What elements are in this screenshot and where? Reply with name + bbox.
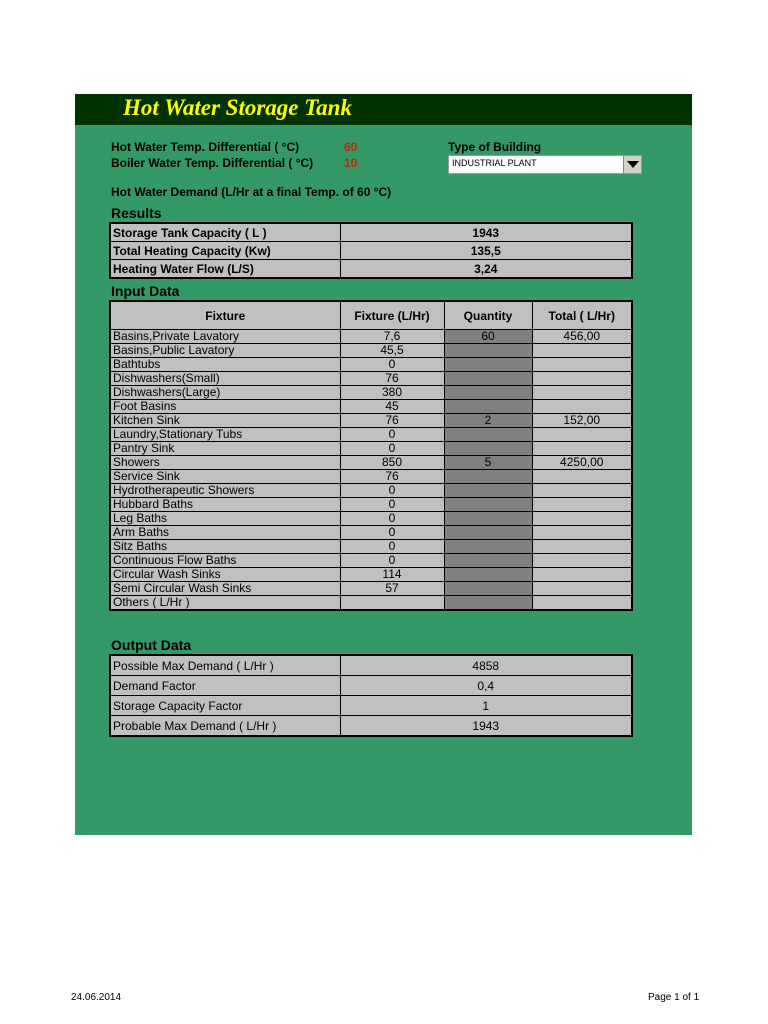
fixture-name: Basins,Public Lavatory xyxy=(110,344,340,358)
table-row xyxy=(110,484,632,498)
input-data-table xyxy=(109,300,633,611)
fixture-rate: 380 xyxy=(340,386,444,400)
input-data-heading: Input Data xyxy=(111,283,180,299)
fixture-rate: 0 xyxy=(340,358,444,372)
table-row xyxy=(110,582,632,596)
fixture-name: Continuous Flow Baths xyxy=(110,554,340,568)
table-row xyxy=(110,676,632,696)
table-row xyxy=(110,540,632,554)
fixture-name: Sitz Baths xyxy=(110,540,340,554)
fixture-rate: 850 xyxy=(340,456,444,470)
building-type-value: INDUSTRIAL PLANT xyxy=(452,158,537,168)
table-row xyxy=(110,470,632,484)
fixture-total xyxy=(532,442,632,456)
fixture-name: Kitchen Sink xyxy=(110,414,340,428)
fixture-rate xyxy=(340,596,444,611)
fixture-total xyxy=(532,540,632,554)
quantity-input[interactable] xyxy=(444,568,532,582)
fixture-name: Dishwashers(Small) xyxy=(110,372,340,386)
result-value: 3,24 xyxy=(340,260,632,279)
header-quantity: Quantity xyxy=(444,301,532,330)
fixture-total xyxy=(532,484,632,498)
hot-water-temp-label: Hot Water Temp. Differential ( °C) xyxy=(111,140,300,154)
fixture-total xyxy=(532,386,632,400)
fixture-rate: 0 xyxy=(340,498,444,512)
fixture-name: Pantry Sink xyxy=(110,442,340,456)
output-value: 1943 xyxy=(340,716,632,737)
fixture-rate: 114 xyxy=(340,568,444,582)
fixture-total xyxy=(532,554,632,568)
fixture-total: 456,00 xyxy=(532,330,632,344)
output-value: 1 xyxy=(340,696,632,716)
table-row xyxy=(110,554,632,568)
fixture-name: Laundry,Stationary Tubs xyxy=(110,428,340,442)
quantity-input[interactable]: 60 xyxy=(444,330,532,344)
output-data-table xyxy=(109,654,633,737)
fixture-name: Others ( L/Hr ) xyxy=(110,596,340,611)
table-row xyxy=(110,696,632,716)
footer-page: Page 1 of 1 xyxy=(648,992,700,1003)
quantity-input[interactable] xyxy=(444,484,532,498)
table-row xyxy=(110,596,632,611)
page-title: Hot Water Storage Tank xyxy=(123,95,352,120)
chevron-down-icon xyxy=(627,161,639,168)
fixture-total xyxy=(532,372,632,386)
quantity-input[interactable] xyxy=(444,358,532,372)
fixture-name: Basins,Private Lavatory xyxy=(110,330,340,344)
fixture-total xyxy=(532,526,632,540)
table-row xyxy=(110,358,632,372)
output-data-heading: Output Data xyxy=(111,637,192,653)
hot-water-temp-value[interactable]: 60 xyxy=(344,140,358,154)
quantity-input[interactable] xyxy=(444,540,532,554)
title-bar xyxy=(75,94,692,125)
quantity-input[interactable] xyxy=(444,526,532,540)
fixture-rate: 57 xyxy=(340,582,444,596)
output-value: 4858 xyxy=(340,655,632,676)
fixture-name: Service Sink xyxy=(110,470,340,484)
fixture-name: Foot Basins xyxy=(110,400,340,414)
fixture-rate: 0 xyxy=(340,428,444,442)
fixture-name: Arm Baths xyxy=(110,526,340,540)
fixture-rate: 0 xyxy=(340,512,444,526)
fixture-total xyxy=(532,568,632,582)
result-label: Storage Tank Capacity ( L ) xyxy=(110,223,340,242)
quantity-input[interactable] xyxy=(444,470,532,484)
quantity-input[interactable] xyxy=(444,400,532,414)
fixture-name: Circular Wash Sinks xyxy=(110,568,340,582)
header-total: Total ( L/Hr) xyxy=(532,301,632,330)
quantity-input[interactable] xyxy=(444,386,532,400)
output-label: Demand Factor xyxy=(110,676,340,696)
fixture-name: Hubbard Baths xyxy=(110,498,340,512)
footer-date: 24.06.2014 xyxy=(71,992,122,1003)
table-row xyxy=(110,428,632,442)
quantity-input[interactable] xyxy=(444,344,532,358)
header-fixture: Fixture xyxy=(110,301,340,330)
quantity-input[interactable] xyxy=(444,372,532,386)
fixture-total xyxy=(532,470,632,484)
table-row xyxy=(110,655,632,676)
table-row xyxy=(110,260,632,279)
fixture-total xyxy=(532,596,632,611)
table-row xyxy=(110,498,632,512)
fixture-rate: 45 xyxy=(340,400,444,414)
fixture-name: Showers xyxy=(110,456,340,470)
table-row xyxy=(110,456,632,470)
result-label: Total Heating Capacity (Kw) xyxy=(110,242,340,260)
table-header-row xyxy=(110,301,632,330)
fixture-name: Leg Baths xyxy=(110,512,340,526)
table-row xyxy=(110,716,632,737)
fixture-total xyxy=(532,358,632,372)
table-row xyxy=(110,344,632,358)
table-row xyxy=(110,372,632,386)
table-row xyxy=(110,223,632,242)
fixture-total xyxy=(532,498,632,512)
fixture-rate: 45,5 xyxy=(340,344,444,358)
quantity-input[interactable] xyxy=(444,428,532,442)
fixture-rate: 0 xyxy=(340,442,444,456)
results-heading: Results xyxy=(111,205,162,221)
fixture-rate: 76 xyxy=(340,414,444,428)
header-fixture-rate: Fixture (L/Hr) xyxy=(340,301,444,330)
table-row xyxy=(110,512,632,526)
fixture-rate: 76 xyxy=(340,470,444,484)
fixture-total: 4250,00 xyxy=(532,456,632,470)
fixture-rate: 0 xyxy=(340,554,444,568)
fixture-name: Hydrotherapeutic Showers xyxy=(110,484,340,498)
result-value: 1943 xyxy=(340,223,632,242)
boiler-water-temp-value[interactable]: 10 xyxy=(344,156,358,170)
fixture-rate: 0 xyxy=(340,540,444,554)
table-row xyxy=(110,414,632,428)
fixture-total xyxy=(532,512,632,526)
quantity-input[interactable] xyxy=(444,596,532,611)
output-value: 0,4 xyxy=(340,676,632,696)
results-table xyxy=(109,222,633,279)
table-row xyxy=(110,568,632,582)
table-row xyxy=(110,242,632,260)
building-type-label: Type of Building xyxy=(448,140,542,154)
fixture-rate: 7,6 xyxy=(340,330,444,344)
fixture-total xyxy=(532,428,632,442)
fixture-total xyxy=(532,400,632,414)
quantity-input[interactable]: 5 xyxy=(444,456,532,470)
quantity-input[interactable]: 2 xyxy=(444,414,532,428)
building-type-select[interactable] xyxy=(448,155,642,174)
table-row xyxy=(110,442,632,456)
result-label: Heating Water Flow (L/S) xyxy=(110,260,340,279)
fixture-rate: 76 xyxy=(340,372,444,386)
table-row xyxy=(110,386,632,400)
table-row xyxy=(110,526,632,540)
spreadsheet-area xyxy=(75,94,692,835)
quantity-input[interactable] xyxy=(444,554,532,568)
quantity-input[interactable] xyxy=(444,582,532,596)
fixture-name: Semi Circular Wash Sinks xyxy=(110,582,340,596)
hot-water-demand-label: Hot Water Demand (L/Hr at a final Temp. of 60 °C) xyxy=(111,185,392,199)
fixture-rate: 0 xyxy=(340,526,444,540)
fixture-rate: 0 xyxy=(340,484,444,498)
fixture-total: 152,00 xyxy=(532,414,632,428)
fixture-total xyxy=(532,582,632,596)
output-label: Probable Max Demand ( L/Hr ) xyxy=(110,716,340,737)
table-row xyxy=(110,330,632,344)
boiler-water-temp-label: Boiler Water Temp. Differential ( °C) xyxy=(111,156,314,170)
output-label: Storage Capacity Factor xyxy=(110,696,340,716)
fixture-name: Dishwashers(Large) xyxy=(110,386,340,400)
fixture-name: Bathtubs xyxy=(110,358,340,372)
quantity-input[interactable] xyxy=(444,512,532,526)
dropdown-button[interactable] xyxy=(623,156,641,173)
result-value: 135,5 xyxy=(340,242,632,260)
output-label: Possible Max Demand ( L/Hr ) xyxy=(110,655,340,676)
quantity-input[interactable] xyxy=(444,442,532,456)
table-row xyxy=(110,400,632,414)
quantity-input[interactable] xyxy=(444,498,532,512)
fixture-total xyxy=(532,344,632,358)
